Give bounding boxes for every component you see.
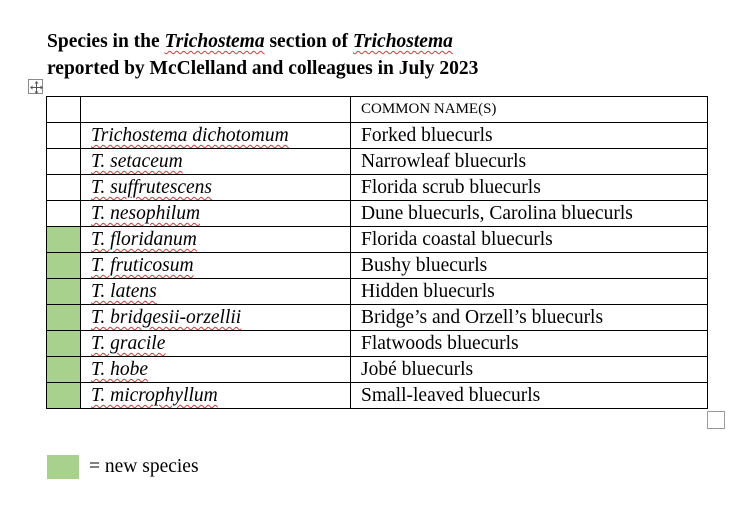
marker-cell (47, 175, 81, 201)
scientific-name: T. floridanum (91, 229, 197, 250)
marker-cell (47, 123, 81, 149)
title-line-1 (47, 28, 478, 55)
scientific-name-cell (81, 227, 351, 253)
scientific-name-cell (81, 383, 351, 409)
common-name-cell: Florida coastal bluecurls (351, 227, 708, 253)
table-header-row (47, 97, 708, 123)
common-name-cell: Hidden bluecurls (351, 279, 708, 305)
scientific-name-cell (81, 279, 351, 305)
scientific-name: T. suffrutescens (91, 177, 212, 198)
scientific-name: T. latens (91, 281, 157, 302)
new-species-marker (47, 383, 81, 409)
common-name-cell: Jobé bluecurls (351, 357, 708, 383)
common-name-cell: Bushy bluecurls (351, 253, 708, 279)
table-row (47, 279, 708, 305)
move-arrows-icon[interactable] (28, 79, 43, 94)
scientific-name: Trichostema dichotomum (91, 125, 289, 146)
scientific-name: T. hobe (91, 359, 149, 380)
table-row (47, 175, 708, 201)
document-title (47, 28, 478, 82)
title-line-2: reported by McClelland and colleagues in July 2023 (47, 58, 479, 79)
common-name-cell: Flatwoods bluecurls (351, 331, 708, 357)
marker-cell (47, 149, 81, 175)
new-species-marker (47, 357, 81, 383)
new-species-marker (47, 279, 81, 305)
scientific-name-cell (81, 331, 351, 357)
table-row (47, 305, 708, 331)
resize-square-icon[interactable] (707, 411, 725, 429)
title-text-prefix: Species in the (47, 31, 165, 52)
table-row (47, 227, 708, 253)
scientific-name-cell (81, 305, 351, 331)
title-genus-name: Trichostema (352, 31, 453, 52)
scientific-name-cell (81, 253, 351, 279)
scientific-name: T. setaceum (91, 151, 183, 172)
table-row (47, 357, 708, 383)
header-cell-marker (47, 97, 81, 123)
table-row (47, 201, 708, 227)
legend (47, 454, 199, 479)
scientific-name-cell (81, 175, 351, 201)
legend-label: = new species (89, 455, 199, 477)
title-genus-section: Trichostema (164, 31, 265, 52)
table-row (47, 331, 708, 357)
new-species-marker (47, 305, 81, 331)
common-name-cell: Bridge’s and Orzell’s bluecurls (351, 305, 708, 331)
title-text-middle: section of (264, 31, 353, 52)
header-cell-common: COMMON NAME(S) (351, 97, 708, 123)
table-row (47, 383, 708, 409)
common-name-cell: Small-leaved bluecurls (351, 383, 708, 409)
scientific-name-cell (81, 123, 351, 149)
table-row (47, 149, 708, 175)
scientific-name-cell (81, 357, 351, 383)
common-name-cell: Forked bluecurls (351, 123, 708, 149)
new-species-marker (47, 253, 81, 279)
marker-cell (47, 201, 81, 227)
common-name-cell: Florida scrub bluecurls (351, 175, 708, 201)
scientific-name-cell (81, 201, 351, 227)
scientific-name: T. nesophilum (91, 203, 201, 224)
scientific-name: T. bridgesii-orzellii (91, 307, 242, 328)
new-species-marker (47, 331, 81, 357)
scientific-name: T. microphyllum (91, 385, 218, 406)
new-species-marker (47, 227, 81, 253)
common-name-cell: Narrowleaf bluecurls (351, 149, 708, 175)
scientific-name: T. fruticosum (91, 255, 194, 276)
scientific-name: T. gracile (91, 333, 166, 354)
common-name-cell: Dune bluecurls, Carolina bluecurls (351, 201, 708, 227)
table-row (47, 123, 708, 149)
scientific-name-cell (81, 149, 351, 175)
table-row (47, 253, 708, 279)
legend-swatch (47, 455, 79, 479)
species-table (46, 96, 708, 409)
header-cell-scientific (81, 97, 351, 123)
